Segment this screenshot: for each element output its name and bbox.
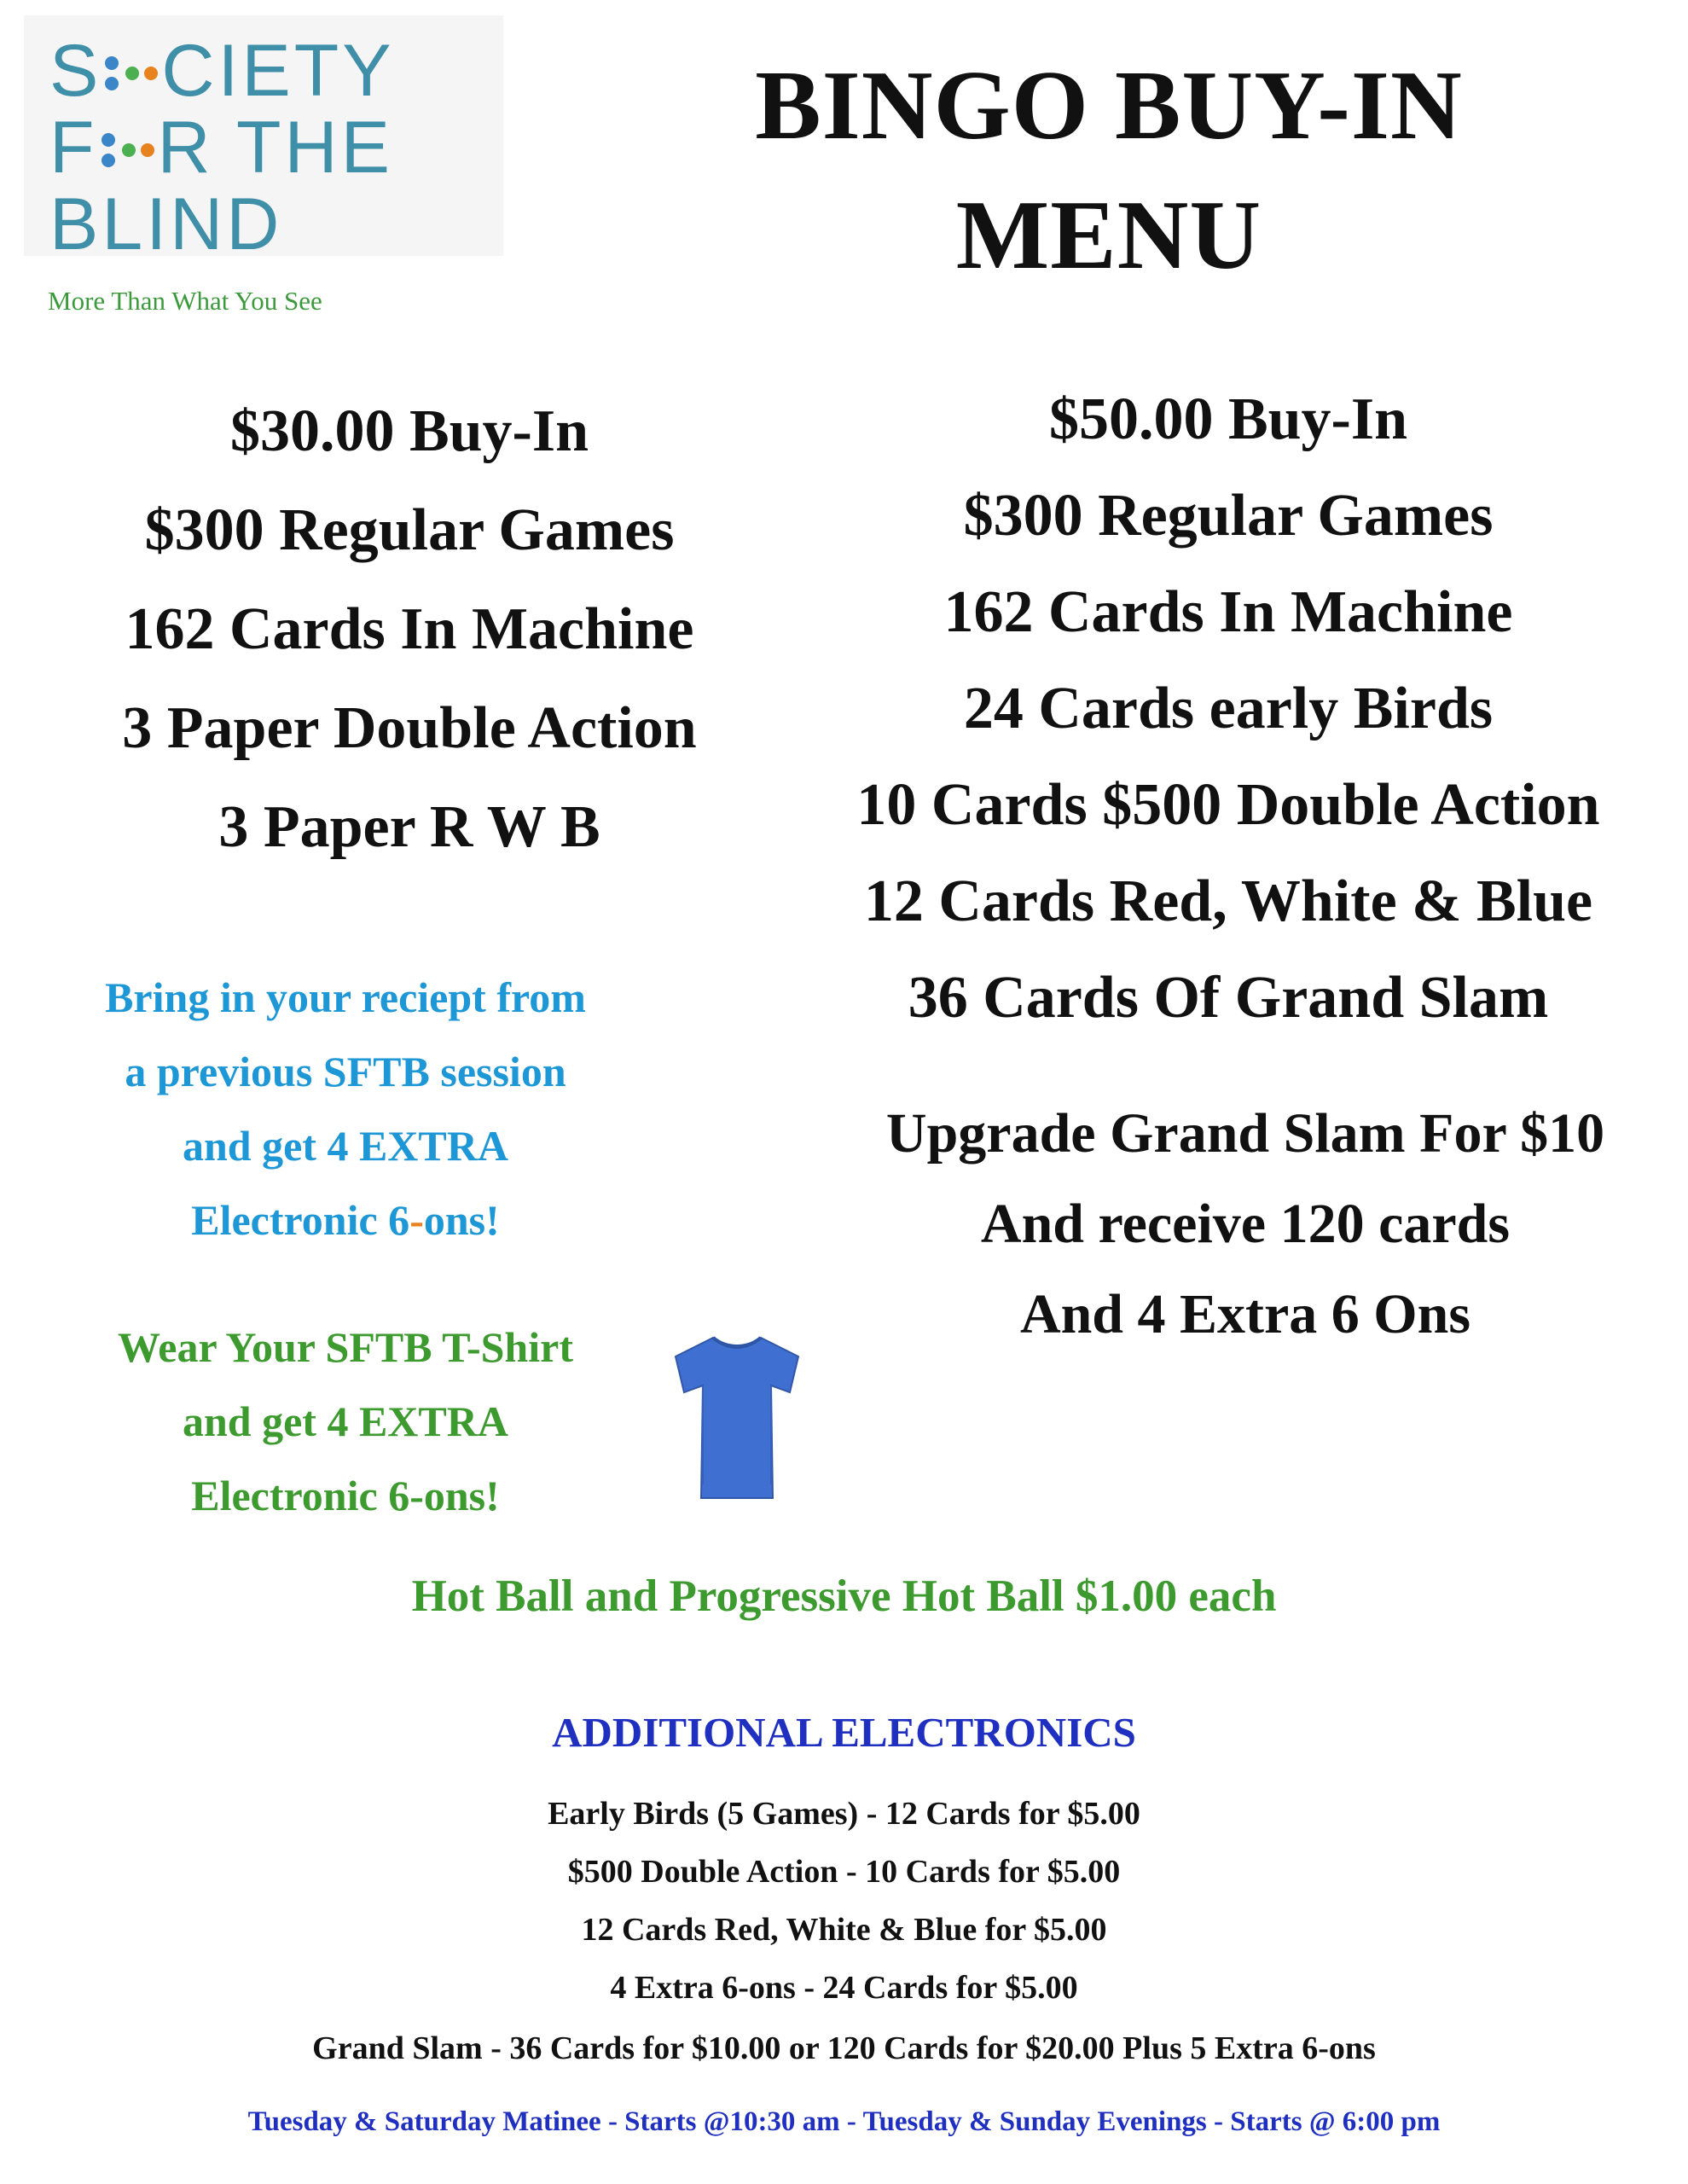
logo-letter-s: S [49,30,102,112]
logo-dots-icon [102,39,161,99]
grand-slam-pricing: Grand Slam - 36 Cards for $10.00 or 120 Cards for $20.00 Plus 5 Extra 6-ons [312,2030,1376,2066]
logo-line-for-the [49,107,393,189]
receipt-promo-line: Bring in your reciept from [105,973,586,1021]
logo-word-ciety: CIETY [161,30,395,112]
tshirt-promo-line: Electronic 6-ons! [191,1472,500,1519]
title-line-2: MENU [955,181,1262,290]
buy-in-30-item: 3 Paper R W B [218,794,600,860]
hot-ball-line: Hot Ball and Progressive Hot Ball $1.00 each [411,1571,1277,1621]
upgrade-line: And 4 Extra 6 Ons [1019,1283,1471,1345]
buy-in-50-list [785,371,1672,1046]
additional-item: $500 Double Action - 10 Cards for $5.00 [567,1854,1121,1890]
logo-word-r-the: R THE [157,107,393,189]
additional-electronics-list [0,1785,1688,2017]
logo-tagline: More Than What You See [48,286,322,316]
buy-in-50-item: 10 Cards $500 Double Action [856,772,1600,838]
receipt-promo-line: a previous SFTB session [125,1048,566,1095]
buy-in-50-item: $300 Regular Games [963,483,1494,549]
buy-in-30-item: $30.00 Buy-In [229,398,589,464]
tshirt-promo [34,1310,657,1533]
receipt-promo-line [34,1183,657,1258]
receipt-promo-text: Electronic 6 [191,1196,410,1244]
title-line-1: BINGO BUY-IN [755,51,1463,160]
receipt-promo-dash: - [409,1196,424,1244]
upgrade-line: Upgrade Grand Slam For $10 [885,1102,1605,1165]
buy-in-50-item: 24 Cards early Birds [963,676,1494,741]
buy-in-50-item: $50.00 Buy-In [1048,386,1408,452]
buy-in-30-list [34,382,785,877]
logo-line-society [49,30,395,112]
tshirt-promo-line: and get 4 EXTRA [183,1397,508,1445]
additional-electronics-heading: ADDITIONAL ELECTRONICS [552,1709,1136,1756]
page-title [648,41,1569,300]
additional-item: 4 Extra 6-ons - 24 Cards for $5.00 [610,1970,1078,2006]
upgrade-grand-slam [819,1089,1672,1360]
logo-letter-f: F [49,107,98,189]
tshirt-promo-line: Wear Your SFTB T-Shirt [118,1323,573,1371]
additional-item: Early Birds (5 Games) - 12 Cards for $5.00 [548,1796,1140,1832]
receipt-promo-line: and get 4 EXTRA [183,1122,508,1170]
session-schedule: Tuesday & Saturday Matinee - Starts @10:30 am - Tuesday & Sunday Evenings - Starts @ 6:00 pm [247,2106,1441,2137]
additional-item: 12 Cards Red, White & Blue for $5.00 [581,1912,1107,1948]
logo [24,15,503,265]
buy-in-50-item: 36 Cards Of Grand Slam [908,965,1549,1031]
buy-in-50-item: 12 Cards Red, White & Blue [863,868,1593,934]
buy-in-30-item: 3 Paper Double Action [122,695,697,761]
tshirt-icon [669,1331,805,1502]
buy-in-30-item: 162 Cards In Machine [125,596,694,662]
logo-line-blind: BLIND [49,183,283,265]
upgrade-line: And receive 120 cards [980,1193,1511,1255]
logo-dots-icon [98,116,158,176]
receipt-promo [34,961,657,1258]
receipt-promo-text: ons! [423,1196,500,1244]
buy-in-50-item: 162 Cards In Machine [943,579,1513,645]
buy-in-30-item: $300 Regular Games [144,497,675,563]
